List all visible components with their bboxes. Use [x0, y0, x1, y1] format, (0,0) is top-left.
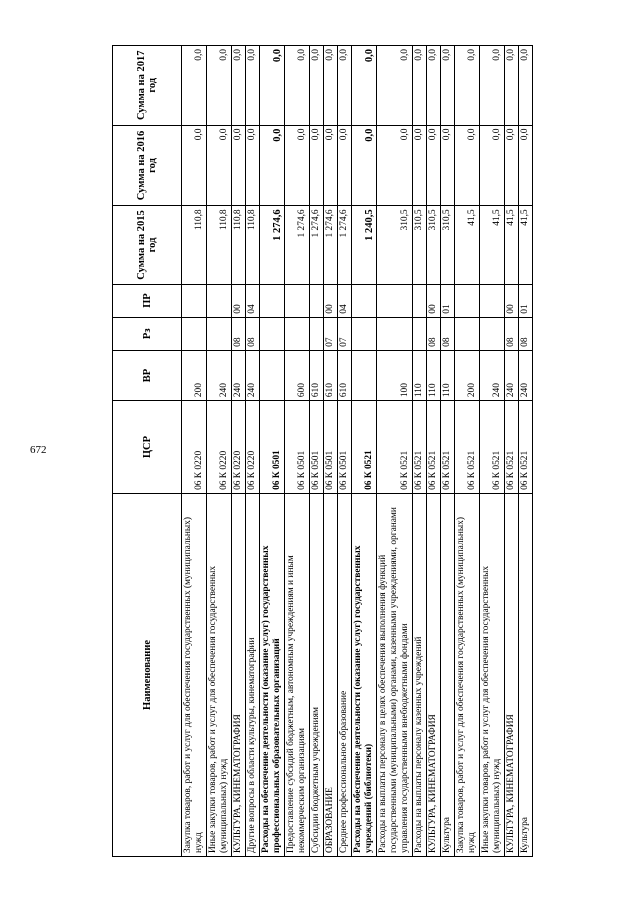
cell-pr: 00	[232, 284, 246, 317]
cell-vr: 200	[182, 350, 207, 400]
cell-pr	[352, 284, 377, 317]
cell-name: Иные закупки товаров, работ и услуг для обеспечения государственных (муниципальных) нужд	[207, 493, 232, 856]
cell-sum2015: 41,5	[455, 206, 480, 284]
cell-sum2017: 0,0	[338, 46, 352, 126]
cell-sum2017: 0,0	[260, 46, 285, 126]
cell-pr	[413, 284, 427, 317]
cell-sum2017: 0,0	[246, 46, 260, 126]
table-row	[182, 46, 207, 857]
cell-csr: 06 К 0521	[455, 401, 480, 494]
table-row	[519, 46, 533, 857]
cell-sum2016: 0,0	[310, 125, 324, 206]
cell-sum2016: 0,0	[324, 125, 338, 206]
cell-sum2017: 0,0	[352, 46, 377, 126]
cell-sum2016: 0,0	[260, 125, 285, 206]
cell-name: Расходы на обеспечение деятельности (оказание услуг) государственных учреждений (библиотеки)	[352, 493, 377, 856]
cell-vr: 610	[324, 350, 338, 400]
cell-sum2015: 1 274,6	[324, 206, 338, 284]
cell-sum2016: 0,0	[207, 125, 232, 206]
table-body	[182, 46, 533, 857]
cell-pr: 01	[519, 284, 533, 317]
cell-sum2016: 0,0	[352, 125, 377, 206]
col-rz-header: Рз	[113, 317, 182, 350]
cell-rz: 08	[427, 317, 441, 350]
cell-sum2017: 0,0	[480, 46, 505, 126]
cell-vr: 600	[285, 350, 310, 400]
cell-sum2016: 0,0	[338, 125, 352, 206]
cell-pr: 04	[246, 284, 260, 317]
cell-rz: 08	[441, 317, 455, 350]
cell-name: КУЛЬТУРА, КИНЕМАТОГРАФИЯ	[232, 493, 246, 856]
cell-name: Субсидии бюджетным учреждениям	[310, 493, 324, 856]
cell-pr: 00	[427, 284, 441, 317]
cell-csr: 06 К 0521	[377, 401, 413, 494]
col-sum2016-header: Сумма на 2016 год	[113, 125, 182, 206]
cell-rz	[377, 317, 413, 350]
cell-pr	[310, 284, 324, 317]
cell-pr: 00	[324, 284, 338, 317]
cell-sum2015: 310,5	[377, 206, 413, 284]
cell-csr: 06 К 0521	[505, 401, 519, 494]
cell-sum2017: 0,0	[505, 46, 519, 126]
cell-sum2016: 0,0	[246, 125, 260, 206]
cell-sum2017: 0,0	[427, 46, 441, 126]
cell-sum2016: 0,0	[377, 125, 413, 206]
col-vr-header: ВР	[113, 350, 182, 400]
cell-sum2016: 0,0	[285, 125, 310, 206]
cell-sum2017: 0,0	[519, 46, 533, 126]
cell-name: Закупка товаров, работ и услуг для обеспечения государственных (муниципальных) нужд	[182, 493, 207, 856]
table-row	[285, 46, 310, 857]
cell-csr: 06 К 0501	[260, 401, 285, 494]
cell-vr: 240	[232, 350, 246, 400]
cell-rz	[480, 317, 505, 350]
cell-vr: 110	[441, 350, 455, 400]
cell-sum2015: 1 240,5	[352, 206, 377, 284]
cell-sum2015: 110,8	[246, 206, 260, 284]
cell-csr: 06 К 0521	[427, 401, 441, 494]
table-row	[310, 46, 324, 857]
table-row	[207, 46, 232, 857]
cell-vr: 110	[413, 350, 427, 400]
cell-name: Закупка товаров, работ и услуг для обеспечения государственных (муниципальных) нужд	[455, 493, 480, 856]
cell-csr: 06 К 0521	[441, 401, 455, 494]
cell-sum2016: 0,0	[427, 125, 441, 206]
cell-vr	[260, 350, 285, 400]
cell-rz	[207, 317, 232, 350]
table-row	[352, 46, 377, 857]
cell-csr: 06 К 0521	[519, 401, 533, 494]
cell-pr	[285, 284, 310, 317]
cell-pr	[480, 284, 505, 317]
col-sum2017-header: Сумма на 2017 год	[113, 46, 182, 126]
cell-sum2015: 41,5	[480, 206, 505, 284]
table-row	[413, 46, 427, 857]
table-row	[480, 46, 505, 857]
table-row	[324, 46, 338, 857]
cell-sum2016: 0,0	[232, 125, 246, 206]
cell-sum2017: 0,0	[441, 46, 455, 126]
cell-sum2015: 310,5	[413, 206, 427, 284]
cell-sum2015: 1 274,6	[285, 206, 310, 284]
cell-sum2016: 0,0	[519, 125, 533, 206]
header-row	[113, 46, 182, 857]
cell-vr: 110	[427, 350, 441, 400]
cell-rz	[285, 317, 310, 350]
cell-vr	[352, 350, 377, 400]
cell-rz	[413, 317, 427, 350]
cell-name: КУЛЬТУРА, КИНЕМАТОГРАФИЯ	[427, 493, 441, 856]
table-row	[505, 46, 519, 857]
budget-table	[112, 45, 533, 857]
cell-csr: 06 К 0521	[352, 401, 377, 494]
cell-vr: 200	[455, 350, 480, 400]
cell-sum2017: 0,0	[232, 46, 246, 126]
cell-sum2016: 0,0	[182, 125, 207, 206]
col-csr-header: ЦСР	[113, 401, 182, 494]
table-row	[338, 46, 352, 857]
page-number: 672	[30, 444, 47, 456]
cell-pr: 04	[338, 284, 352, 317]
cell-sum2016: 0,0	[441, 125, 455, 206]
cell-pr	[207, 284, 232, 317]
cell-csr: 06 К 0501	[338, 401, 352, 494]
cell-name: КУЛЬТУРА, КИНЕМАТОГРАФИЯ	[505, 493, 519, 856]
cell-sum2015: 110,8	[182, 206, 207, 284]
cell-sum2015: 1 274,6	[310, 206, 324, 284]
cell-sum2017: 0,0	[207, 46, 232, 126]
cell-csr: 06 К 0220	[232, 401, 246, 494]
cell-sum2017: 0,0	[182, 46, 207, 126]
cell-rz	[352, 317, 377, 350]
cell-sum2015: 1 274,6	[338, 206, 352, 284]
cell-sum2015: 310,5	[441, 206, 455, 284]
cell-pr: 00	[505, 284, 519, 317]
table-row	[246, 46, 260, 857]
cell-csr: 06 К 0501	[324, 401, 338, 494]
table-row	[455, 46, 480, 857]
cell-vr: 240	[505, 350, 519, 400]
cell-name: Иные закупки товаров, работ и услуг для обеспечения государственных (муниципальных) нужд	[480, 493, 505, 856]
rotated-page	[112, 45, 536, 857]
table-row	[232, 46, 246, 857]
cell-rz: 07	[338, 317, 352, 350]
cell-rz	[455, 317, 480, 350]
cell-vr: 610	[338, 350, 352, 400]
cell-name: Расходы на выплаты персоналу в целях обеспечения выполнения функций государственными (муниципальными) органами, казенными учреждениями, органами управления государственными внебюджетными фондами	[377, 493, 413, 856]
cell-vr: 610	[310, 350, 324, 400]
cell-pr	[260, 284, 285, 317]
cell-vr: 240	[480, 350, 505, 400]
cell-sum2015: 41,5	[505, 206, 519, 284]
col-sum2015-header: Сумма на 2015 год	[113, 206, 182, 284]
cell-sum2015: 310,5	[427, 206, 441, 284]
cell-name: Другие вопросы в области культуры, кинематографии	[246, 493, 260, 856]
cell-pr: 01	[441, 284, 455, 317]
cell-sum2015: 41,5	[519, 206, 533, 284]
cell-rz: 08	[232, 317, 246, 350]
cell-csr: 06 К 0220	[246, 401, 260, 494]
cell-vr: 100	[377, 350, 413, 400]
cell-sum2017: 0,0	[377, 46, 413, 126]
cell-vr: 240	[246, 350, 260, 400]
cell-csr: 06 К 0501	[310, 401, 324, 494]
cell-rz	[182, 317, 207, 350]
cell-csr: 06 К 0521	[413, 401, 427, 494]
table-row	[427, 46, 441, 857]
cell-csr: 06 К 0220	[182, 401, 207, 494]
table-row	[377, 46, 413, 857]
cell-name: Расходы на выплаты персоналу казенных учреждений	[413, 493, 427, 856]
col-pr-header: ПР	[113, 284, 182, 317]
cell-sum2015: 1 274,6	[260, 206, 285, 284]
cell-sum2017: 0,0	[285, 46, 310, 126]
cell-sum2017: 0,0	[324, 46, 338, 126]
cell-rz	[260, 317, 285, 350]
cell-pr	[377, 284, 413, 317]
col-name-header: Наименование	[113, 493, 182, 856]
cell-rz: 08	[246, 317, 260, 350]
cell-sum2016: 0,0	[455, 125, 480, 206]
cell-name: Культура	[441, 493, 455, 856]
cell-name: Расходы на обеспечение деятельности (оказание услуг) государственных профессиональных образовательных организаций	[260, 493, 285, 856]
cell-name: ОБРАЗОВАНИЕ	[324, 493, 338, 856]
cell-rz: 07	[324, 317, 338, 350]
cell-csr: 06 К 0501	[285, 401, 310, 494]
cell-sum2016: 0,0	[413, 125, 427, 206]
cell-name: Предоставление субсидий бюджетным, автономным учреждениям и иным некоммерческим организациям	[285, 493, 310, 856]
cell-sum2017: 0,0	[310, 46, 324, 126]
cell-sum2015: 110,8	[207, 206, 232, 284]
cell-csr: 06 К 0521	[480, 401, 505, 494]
cell-rz	[310, 317, 324, 350]
cell-rz: 08	[505, 317, 519, 350]
cell-sum2016: 0,0	[505, 125, 519, 206]
cell-name: Среднее профессиональное образование	[338, 493, 352, 856]
table-row	[441, 46, 455, 857]
cell-rz: 08	[519, 317, 533, 350]
cell-pr	[182, 284, 207, 317]
table-row	[260, 46, 285, 857]
cell-vr: 240	[207, 350, 232, 400]
cell-sum2017: 0,0	[413, 46, 427, 126]
cell-csr: 06 К 0220	[207, 401, 232, 494]
cell-sum2015: 110,8	[232, 206, 246, 284]
cell-name: Культура	[519, 493, 533, 856]
cell-sum2017: 0,0	[455, 46, 480, 126]
cell-pr	[455, 284, 480, 317]
cell-vr: 240	[519, 350, 533, 400]
cell-sum2016: 0,0	[480, 125, 505, 206]
